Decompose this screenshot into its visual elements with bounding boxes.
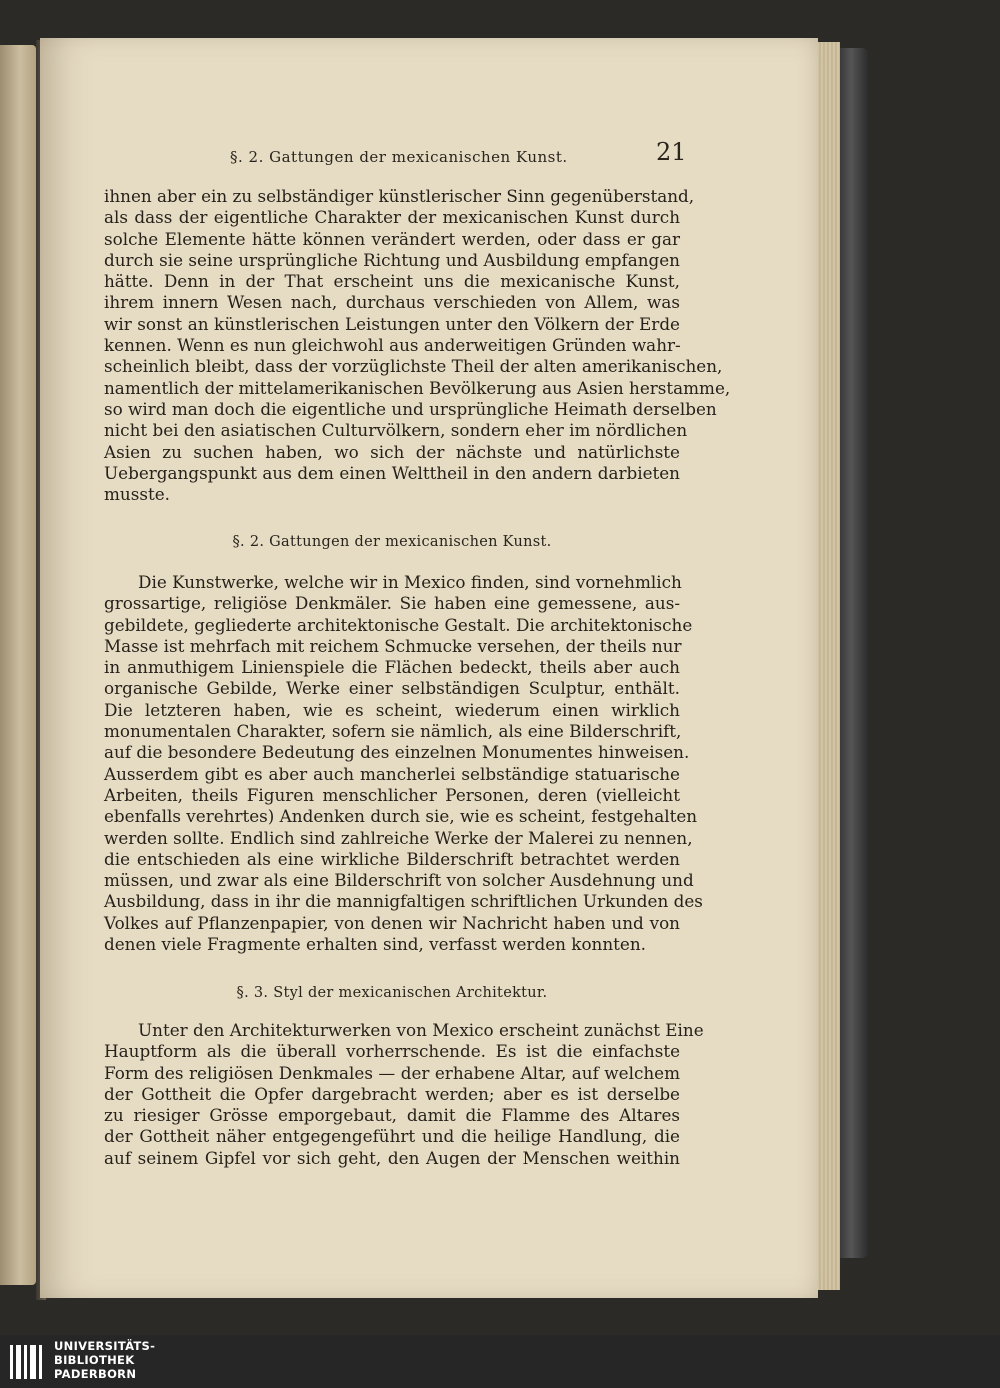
text-line: Ausserdem gibt es aber auch mancherlei selbständige statuarische bbox=[104, 763, 680, 784]
book-cover-edge bbox=[840, 48, 868, 1258]
left-page-edge bbox=[0, 45, 36, 1285]
paragraph-2 bbox=[104, 572, 703, 955]
text-line: der Gottheit die Opfer dargebracht werden; aber es ist derselbe bbox=[104, 1083, 680, 1104]
text-line: scheinlich bleibt, dass der vorzüglichste Theil der alten amerikanischen, bbox=[104, 356, 723, 377]
text-line: als dass der eigentliche Charakter der mexicanischen Kunst durch bbox=[104, 207, 680, 228]
text-line: wir sonst an künstlerischen Leistungen unter den Völkern der Erde bbox=[104, 313, 680, 334]
page-stack-edge bbox=[818, 42, 840, 1290]
logo-line-3: PADERBORN bbox=[54, 1367, 137, 1381]
text-line: grossartige, religiöse Denkmäler. Sie haben eine gemessene, aus- bbox=[104, 593, 680, 614]
text-line: Hauptform als die überall vorherrschende. Es ist die einfachste bbox=[104, 1041, 680, 1062]
library-barcode-logo-icon bbox=[8, 1341, 46, 1383]
text-line: werden sollte. Endlich sind zahlreiche Werke der Malerei zu nennen, bbox=[104, 827, 693, 848]
text-line: organische Gebilde, Werke einer selbständigen Sculptur, enthält. bbox=[104, 678, 680, 699]
text-line: Arbeiten, theils Figuren menschlicher Personen, deren (vielleicht bbox=[104, 784, 680, 805]
text-line: monumentalen Charakter, sofern sie nämlich, als eine Bilderschrift, bbox=[104, 721, 682, 742]
text-line: ihrem innern Wesen nach, durchaus verschieden von Allem, was bbox=[104, 292, 680, 313]
text-line: Die letzteren haben, wie es scheint, wiederum einen wirklich bbox=[104, 699, 680, 720]
paragraph-3 bbox=[104, 1020, 704, 1169]
text-line: auf seinem Gipfel vor sich geht, den Augen der Menschen weithin bbox=[104, 1147, 680, 1168]
text-line: Asien zu suchen haben, wo sich der nächste und natürlichste bbox=[104, 441, 680, 462]
text-line: Die Kunstwerke, welche wir in Mexico finden, sind vornehmlich bbox=[138, 572, 682, 592]
text-line: Ausbildung, dass in ihr die mannigfaltigen schriftlichen Urkunden des bbox=[104, 891, 703, 912]
text-line: die entschieden als eine wirkliche Bilderschrift betrachtet werden bbox=[104, 848, 680, 869]
text-line: Form des religiösen Denkmales — der erhabene Altar, auf welchem bbox=[104, 1062, 680, 1083]
text-line: kennen. Wenn es nun gleichwohl aus anderweitigen Gründen wahr- bbox=[104, 335, 681, 356]
text-line: ihnen aber ein zu selbständiger künstlerischer Sinn gegenüberstand, bbox=[104, 186, 695, 206]
text-line: solche Elemente hätte können verändert werden, oder dass er gar bbox=[104, 228, 680, 249]
text-line: so wird man doch die eigentliche und ursprüngliche Heimath derselben bbox=[104, 398, 717, 419]
text-line: zu riesiger Grösse emporgebaut, damit die Flamme des Altares bbox=[104, 1105, 680, 1126]
text-line: namentlich der mittelamerikanischen Bevölkerung aus Asien herstamme, bbox=[104, 377, 731, 398]
text-line: in anmuthigem Linienspiele die Flächen bedeckt, theils aber auch bbox=[104, 657, 680, 678]
text-line: Uebergangspunkt aus dem einen Welttheil in den andern darbieten bbox=[104, 462, 680, 483]
paragraph-1 bbox=[104, 186, 731, 505]
text-line: ebenfalls verehrtes) Andenken durch sie, wie es scheint, festgehalten bbox=[104, 806, 698, 827]
text-line: gebildete, gegliederte architektonische Gestalt. Die architektonische bbox=[104, 614, 693, 635]
library-logo-text bbox=[54, 1339, 155, 1381]
text-line: hätte. Denn in der That erscheint uns die mexicanische Kunst, bbox=[104, 271, 680, 292]
text-line: durch sie seine ursprüngliche Richtung und Ausbildung empfangen bbox=[104, 249, 680, 270]
text-line: denen viele Fragmente erhalten sind, verfasst werden konnten. bbox=[104, 934, 646, 955]
text-line: der Gottheit näher entgegengeführt und die heilige Handlung, die bbox=[104, 1126, 680, 1147]
page-number: 21 bbox=[656, 138, 687, 166]
text-line: Unter den Architekturwerken von Mexico erscheint zunächst Eine bbox=[138, 1020, 704, 1040]
section-heading-2: §. 2. Gattungen der mexicanischen Kunst. bbox=[232, 534, 552, 550]
text-line: Volkes auf Pflanzenpapier, von denen wir Nachricht haben und von bbox=[104, 912, 680, 933]
text-line: auf die besondere Bedeutung des einzelnen Monumentes hinweisen. bbox=[104, 742, 690, 763]
text-line: nicht bei den asiatischen Culturvölkern, sondern eher im nördlichen bbox=[104, 420, 688, 441]
text-line: müssen, und zwar als eine Bilderschrift von solcher Ausdehnung und bbox=[104, 870, 694, 891]
logo-line-1: UNIVERSITÄTS- bbox=[54, 1339, 156, 1353]
running-head: §. 2. Gattungen der mexicanischen Kunst. bbox=[230, 148, 568, 166]
section-heading-3: §. 3. Styl der mexicanischen Architektur. bbox=[236, 985, 548, 1001]
text-line: musste. bbox=[104, 484, 170, 505]
logo-line-2: BIBLIOTHEK bbox=[54, 1353, 135, 1367]
text-line: Masse ist mehrfach mit reichem Schmucke versehen, der theils nur bbox=[104, 635, 682, 656]
